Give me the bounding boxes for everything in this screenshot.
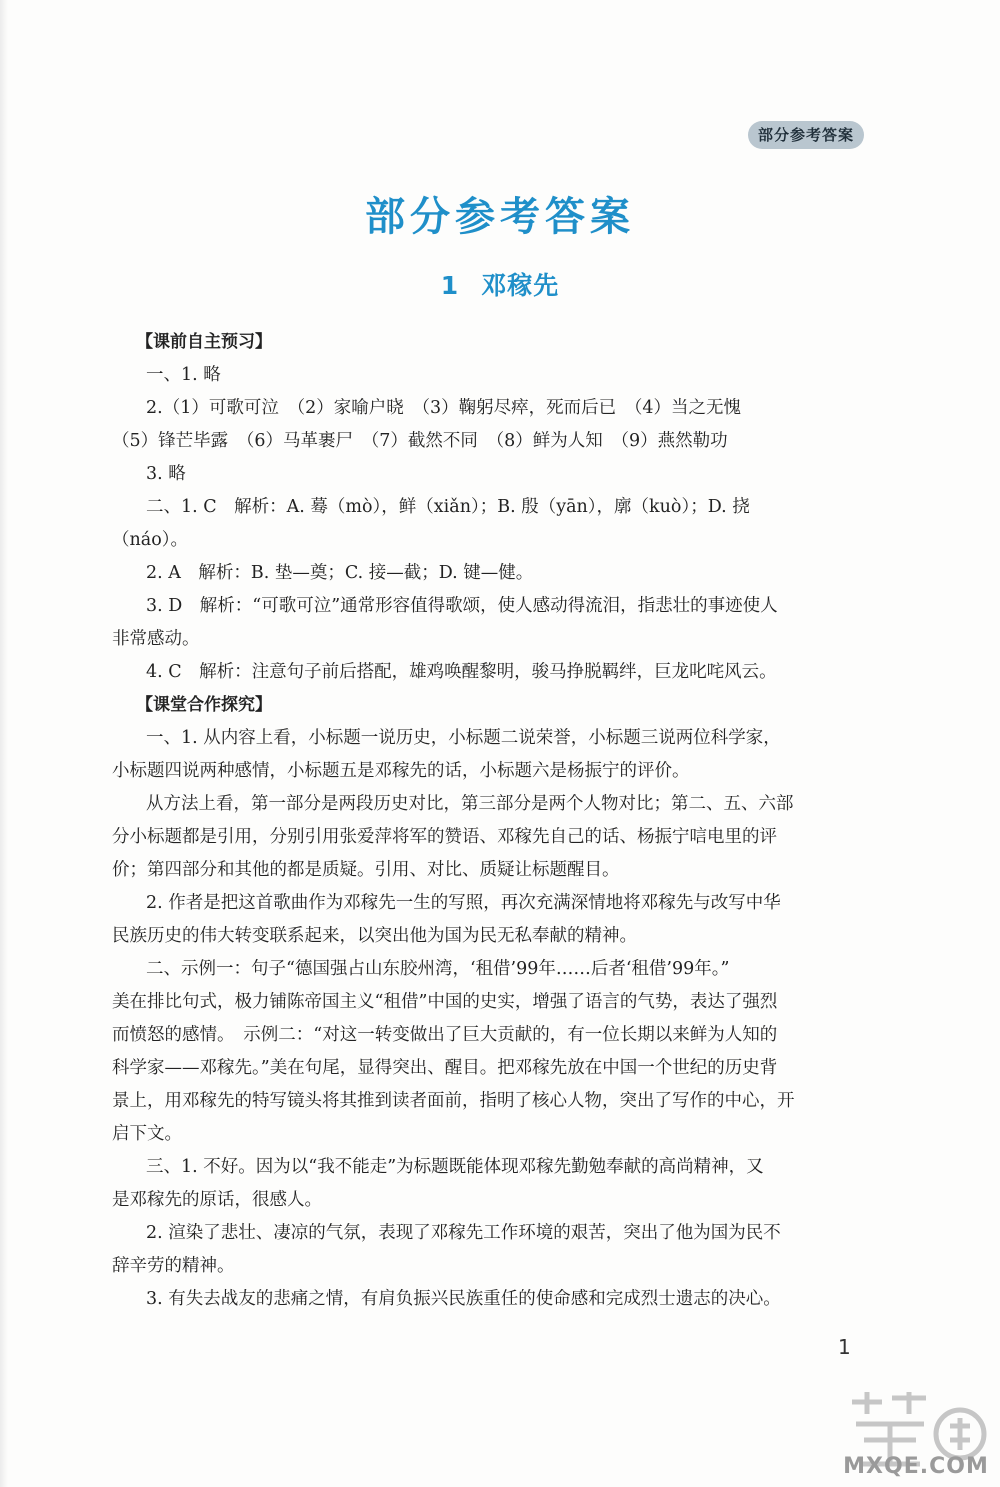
section-heading-preview: 【课前自主预习】 [136,332,272,352]
lesson-number: 1 [440,271,460,300]
answer-line: 二、示例一：句子“德国强占山东胶州湾，‘租借’99年……后者‘租借’99年。” [146,959,730,979]
answer-line: 启下文。 [112,1124,182,1144]
answer-line: 科学家——邓稼先。”美在句尾，显得突出、醒目。把邓稼先放在中国一个世纪的历史背 [112,1058,778,1078]
answer-line: 美在排比句式，极力铺陈帝国主义“租借”中国的史实，增强了语言的气势，表达了强烈 [112,992,778,1012]
answer-line: 2. A 解析：B. 垫—奠；C. 接—截；D. 键—健。 [146,563,534,583]
answer-line: 一、1. 略 [146,365,221,385]
lesson-name: 邓稼先 [481,271,560,300]
answer-line: 2.（1）可歌可泣 （2）家喻户晓 （3）鞠躬尽瘁，死而后已 （4）当之无愧 [146,398,741,418]
answer-line: 景上，用邓稼先的特写镜头将其推到读者面前，指明了核心人物，突出了写作的中心，开 [112,1091,795,1111]
answer-line: 非常感动。 [112,629,200,649]
answer-line: （5）锋芒毕露 （6）马革裹尸 （7）截然不同 （8）鲜为人知 （9）燕然勒功 [112,431,728,451]
answer-line: 2. 渲染了悲壮、凄凉的气氛，表现了邓稼先工作环境的艰苦，突出了他为国为民不 [146,1223,781,1243]
answer-line: （náo）。 [112,530,188,550]
answer-line: 从方法上看，第一部分是两段历史对比，第三部分是两个人物对比；第二、五、六部 [146,794,794,814]
page-title: 部分参考答案 [365,194,635,240]
answer-line: 一、1. 从内容上看，小标题一说历史，小标题二说荣誉，小标题三说两位科学家， [146,728,781,748]
answer-line: 二、1. C 解析：A. 蓦（mò），鲜（xiǎn）；B. 殷（yān），廓（kuò）；D. 挠 [146,497,750,517]
answer-line: 3. 有失去战友的悲痛之情，有肩负振兴民族重任的使命感和完成烈士遗志的决心。 [146,1289,781,1309]
answer-line: 分小标题都是引用，分别引用张爱萍将军的赞语、邓稼先自己的话、杨振宁唁电里的评 [112,827,777,847]
answer-line: 小标题四说两种感情，小标题五是邓稼先的话，小标题六是杨振宁的评价。 [112,761,690,781]
answer-line: 价；第四部分和其他的都是质疑。引用、对比、质疑让标题醒目。 [112,860,620,880]
page-number: 1 [838,1335,851,1359]
answer-line: 3. D 解析：“可歌可泣”通常形容值得歌颂，使人感动得流泪，指悲壮的事迹使人 [146,596,778,616]
answer-line: 2. 作者是把这首歌曲作为邓稼先一生的写照，再次充满深情地将邓稼先与改写中华 [146,893,781,913]
section-heading-class: 【课堂合作探究】 [136,695,272,715]
answer-line: 民族历史的伟大转变联系起来，以突出他为国为民无私奉献的精神。 [112,926,637,946]
answer-line: 三、1. 不好。因为以“我不能走”为标题既能体现邓稼先勤勉奉献的高尚精神，又 [146,1157,764,1177]
lesson-title [0,266,1000,302]
section-tag: 部分参考答案 [748,121,864,149]
answer-line: 是邓稼先的原话，很感人。 [112,1190,322,1210]
answer-line: 3. 略 [146,464,186,484]
watermark-text: MXQE.COM [843,1454,989,1479]
answer-line: 而愤怒的感情。 示例二：“对这一转变做出了巨大贡献的，有一位长期以来鲜为人知的 [112,1025,778,1045]
answer-line: 4. C 解析：注意句子前后搭配，雄鸡唤醒黎明，骏马挣脱羁绊，巨龙叱咤风云。 [146,662,777,682]
answer-line: 辞辛劳的精神。 [112,1256,235,1276]
